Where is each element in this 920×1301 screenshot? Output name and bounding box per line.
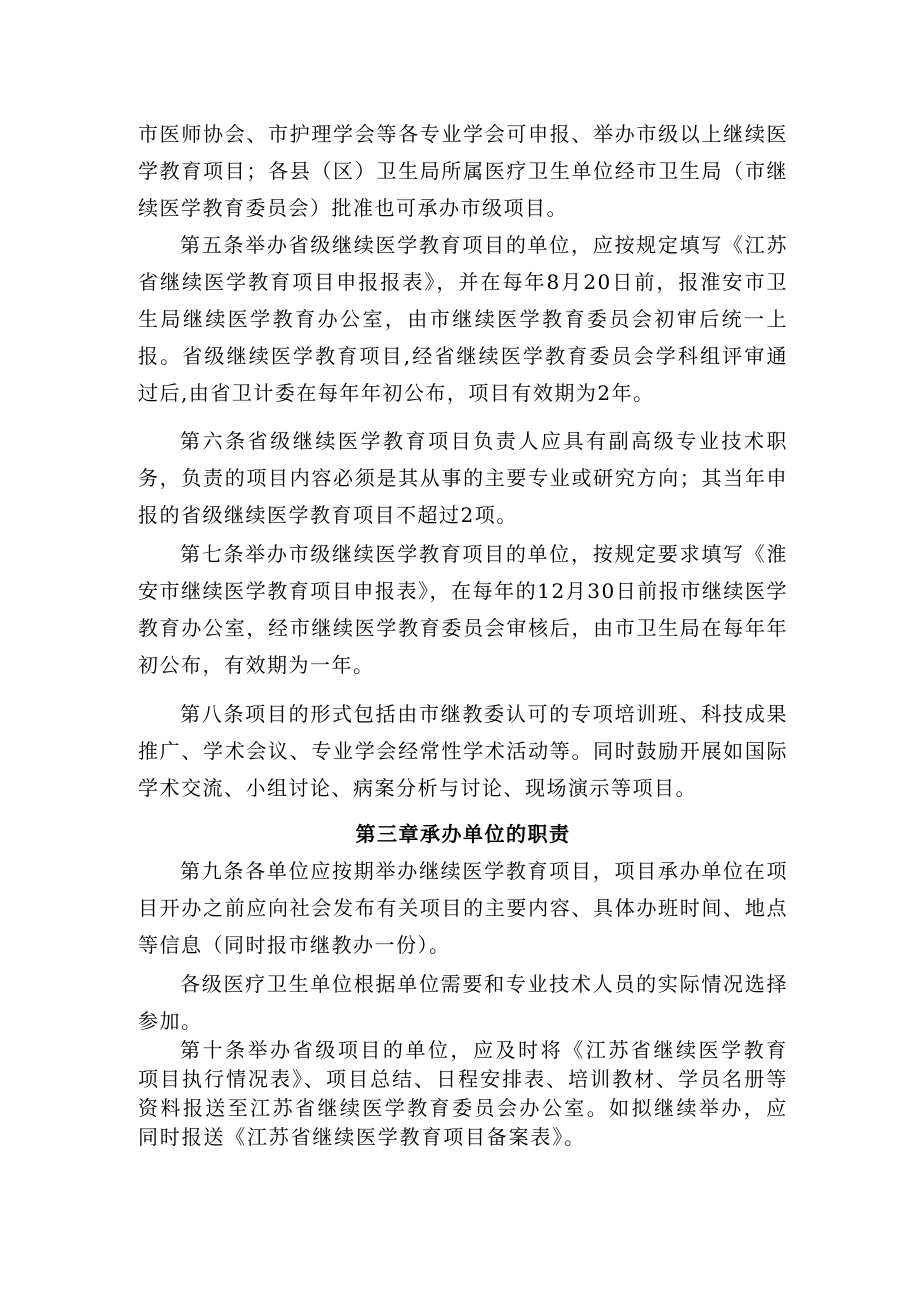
paragraph-article-6: 第六条省级继续医学教育项目负责人应具有副高级专业技术职务，负责的项目内容必须是其从事的主要专业或研究方向；其当年申报的省级继续医学教育项目不超过2项。 bbox=[138, 429, 788, 527]
chapter-heading: 第三章承办单位的职责 bbox=[355, 822, 571, 846]
paragraph-article-9-note: 各级医疗卫生单位根据单位需要和专业技术人员的实际情况选择参加。 bbox=[138, 972, 788, 1033]
paragraph-article-10: 第十条举办省级项目的单位，应及时将《江苏省继续医学教育项目执行情况表》、项目总结、日程安排表、培训教材、学员名册等资料报送至江苏省继续医学教育委员会办公室。如拟继续举办，应同时报送《江苏省继续医学教育项目备案表》。 bbox=[138, 1038, 788, 1149]
paragraph-article-9: 第九条各单位应按期举办继续医学教育项目，项目承办单位在项目开办之前应向社会发布有关项目的主要内容、具体办班时间、地点等信息（同时报市继教办一份）。 bbox=[138, 859, 788, 957]
paragraph-continuation: 市医师协会、市护理学会等各专业学会可申报、举办市级以上继续医学教育项目；各县（区）卫生局所属医疗卫生单位经市卫生局（市继续医学教育委员会）批准也可承办市级项目。 bbox=[138, 122, 788, 220]
paragraph-article-7: 第七条举办市级继续医学教育项目的单位，按规定要求填写《淮安市继续医学教育项目申报表》，在每年的12月30日前报市继续医学教育办公室，经市继续医学教育委员会审核后，由市卫生局在每年年初公布，有效期为一年。 bbox=[138, 542, 788, 677]
paragraph-article-8: 第八条项目的形式包括由市继教委认可的专项培训班、科技成果推广、学术会议、专业学会经常性学术活动等。同时鼓励开展如国际学术交流、小组讨论、病案分析与讨论、现场演示等项目。 bbox=[138, 702, 788, 800]
paragraph-article-5: 第五条举办省级继续医学教育项目的单位，应按规定填写《江苏省继续医学教育项目申报报表》，并在每年8月20日前，报淮安市卫生局继续医学教育办公室，由市继续医学教育委员会初审后统一上报。省级继续医学教育项目,经省继续医学教育委员会学科组评审通过后,由省卫计委在每年年初公布，项目有效期为2年。 bbox=[138, 233, 788, 405]
